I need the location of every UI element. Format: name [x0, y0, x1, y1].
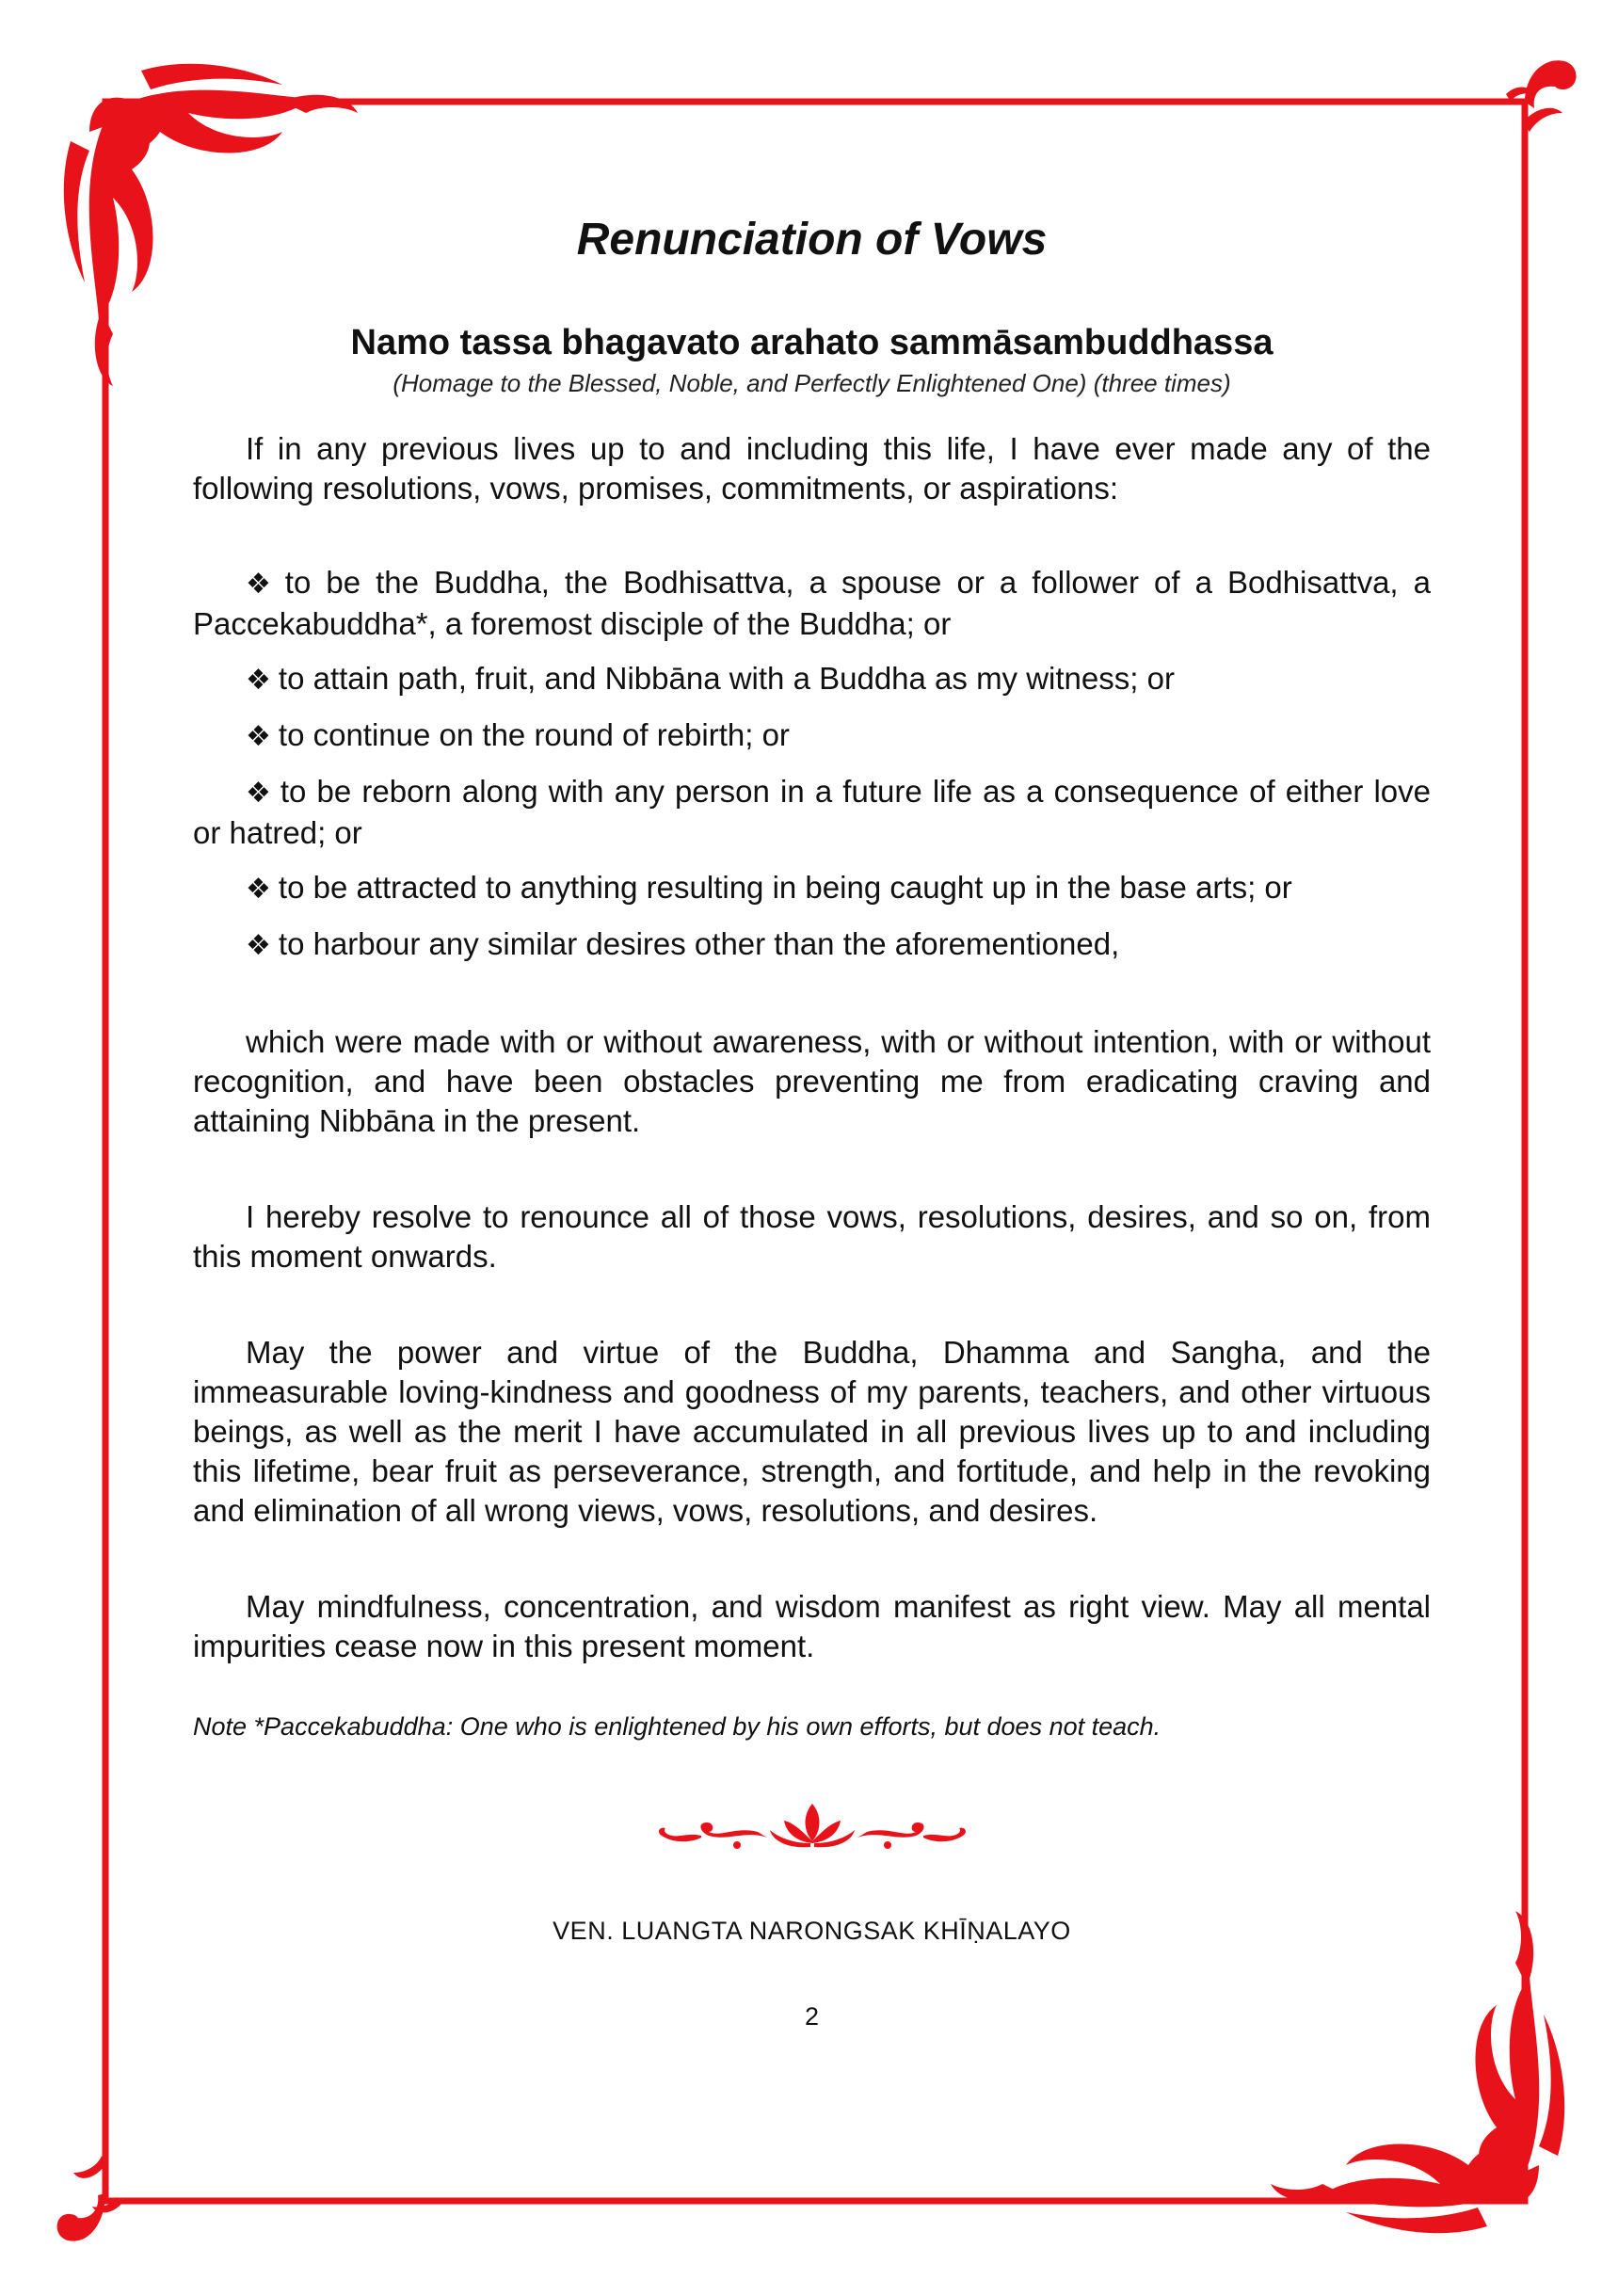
vow-item-text: to be reborn along with any person in a future life as a consequence of either love or hatred; or — [193, 774, 1431, 850]
vow-list — [193, 563, 1431, 966]
bullet-diamond-icon: ❖ — [246, 930, 271, 961]
document-body — [193, 207, 1431, 2031]
bullet-diamond-icon: ❖ — [246, 778, 273, 809]
vow-item — [193, 563, 1431, 644]
vow-item-text: to be the Buddha, the Bodhisattva, a spouse or a follower of a Bodhisattva, a Paccekabuddha*, a foremost disciple of the Buddha; or — [193, 565, 1431, 641]
bullet-diamond-icon: ❖ — [246, 665, 271, 696]
bullet-diamond-icon: ❖ — [246, 874, 271, 905]
vow-item-text: to harbour any similar desires other than the aforementioned, — [278, 926, 1120, 961]
footnote: Note *Paccekabuddha: One who is enlightened by his own efforts, but does not teach. — [193, 1712, 1161, 1741]
vow-item-text: to attain path, fruit, and Nibbāna with a Buddha as my witness; or — [278, 661, 1175, 696]
page-title: Renunciation of Vows — [576, 215, 1048, 265]
lotus-ornament-icon — [652, 1794, 972, 1860]
divider-ornament — [193, 1794, 1431, 1860]
floral-corner-top-right-icon — [1506, 60, 1577, 132]
page-number: 2 — [804, 2002, 820, 2031]
vow-item-text: to be attracted to anything resulting in being caught up in the base arts; or — [278, 870, 1292, 905]
vow-item — [193, 659, 1431, 700]
homage-translation: (Homage to the Blessed, Noble, and Perfectly Enlightened One) (three times) — [392, 369, 1231, 397]
homage-line: Namo tassa bhagavato arahato sammāsambuddhassa — [350, 323, 1274, 362]
author-name: VEN. LUANGTA NARONGSAK KHĪṆALAYO — [553, 1917, 1071, 1945]
vow-item — [193, 924, 1431, 966]
vow-item — [193, 772, 1431, 853]
paragraph-obstacles: which were made with or without awareness, with or without intention, with or without recognition, and have been obstacles preventing me from eradicating craving and attaining Nibbāna in the present. — [193, 1024, 1431, 1138]
vow-item — [193, 868, 1431, 909]
paragraph-mindfulness: May mindfulness, concentration, and wisdom manifest as right view. May all mental impurities cease now in this present moment. — [193, 1589, 1431, 1663]
bullet-diamond-icon: ❖ — [246, 569, 278, 600]
bullet-diamond-icon: ❖ — [246, 721, 271, 752]
intro-paragraph: If in any previous lives up to and including this life, I have ever made any of the following resolutions, vows, promises, commitments, or aspirations: — [193, 431, 1431, 506]
paragraph-resolve: I hereby resolve to renounce all of those vows, resolutions, desires, and so on, from this moment onwards. — [193, 1199, 1431, 1274]
vow-item — [193, 715, 1431, 757]
paragraph-blessing: May the power and virtue of the Buddha, Dhamma and Sangha, and the immeasurable loving-kindness and goodness of my parents, teachers, and other virtuous beings, as well as the merit I have accumulated in all previous lives up to and including this lifetime, bear fruit as perseverance, strength, and fortitude, and help in the revoking and elimination of all wrong views, vows, resolutions, and desires. — [193, 1335, 1431, 1528]
vow-item-text: to continue on the round of rebirth; or — [278, 717, 790, 752]
